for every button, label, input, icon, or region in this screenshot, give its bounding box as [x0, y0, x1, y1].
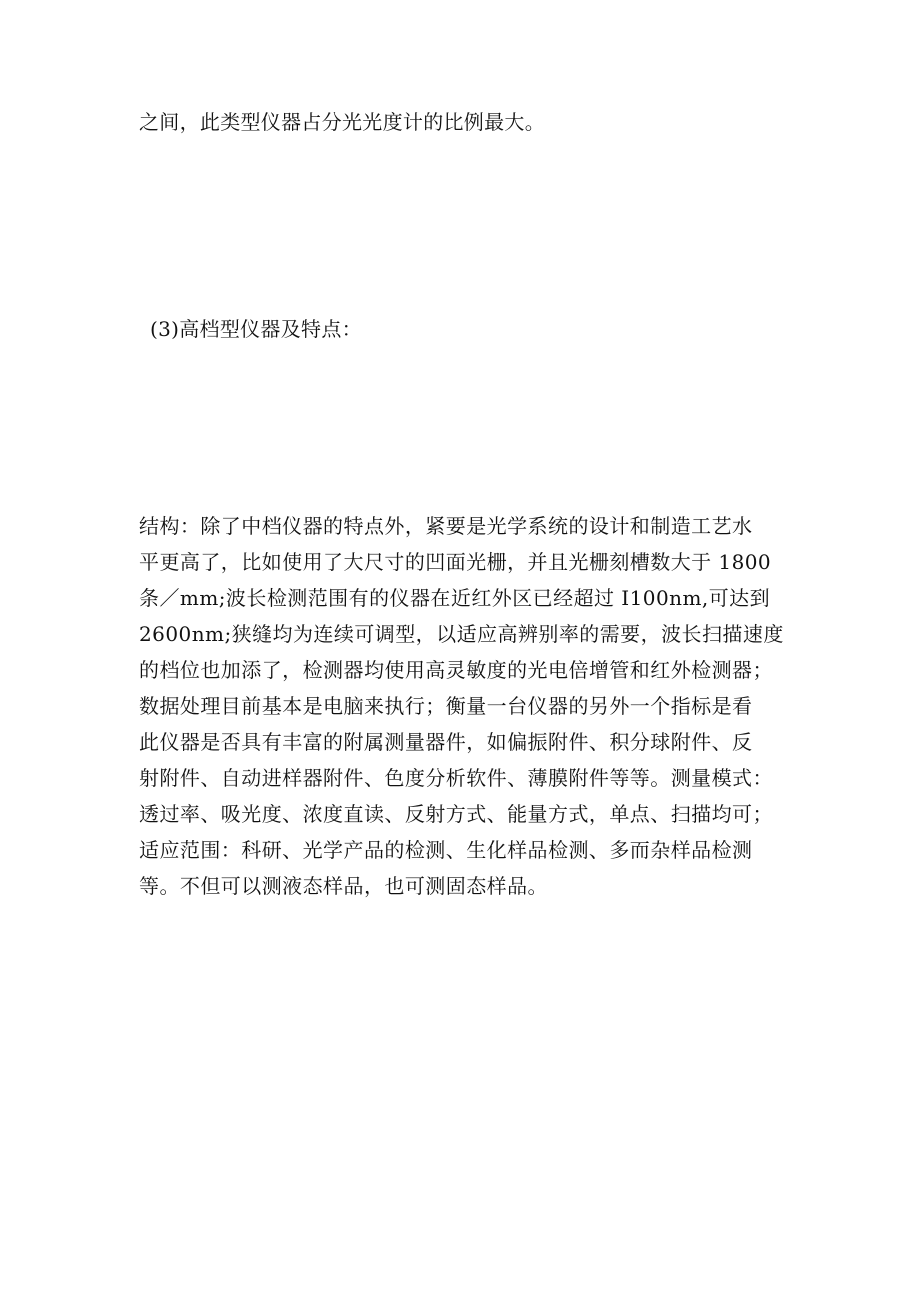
body-line: 平更高了，比如使用了大尺寸的凹面光栅，并且光栅刻槽数大于 1800 — [139, 550, 772, 574]
body-line: 数据处理目前基本是电脑来执行；衡量一台仪器的另外一个指标是看 — [139, 694, 753, 718]
section-heading: (3)高档型仪器及特点： — [150, 317, 362, 341]
body-line: 适应范围：科研、光学产品的检测、生化样品检测、多而杂样品检测 — [139, 838, 753, 862]
body-line: 结构：除了中档仪器的特点外，紧要是光学系统的设计和制造工艺水 — [139, 514, 753, 538]
body-line: 等。不但可以测液态样品，也可测固态样品。 — [139, 874, 548, 898]
body-line: 2600nm;狭缝均为连续可调型，以适应高辨别率的需要，波长扫描速度 — [139, 622, 784, 646]
body-line: 此仪器是否具有丰富的附属测量器件，如偏振附件、积分球附件、反 — [139, 730, 753, 754]
body-line: 的档位也加添了，检测器均使用高灵敏度的光电倍增管和红外检测器； — [139, 658, 773, 682]
body-line: 射附件、自动进样器附件、色度分析软件、薄膜附件等等。测量模式： — [139, 766, 773, 790]
body-line: 条／mm;波长检测范围有的仪器在近红外区已经超过 I100nm,可达到 — [139, 586, 771, 610]
body-line: 透过率、吸光度、浓度直读、反射方式、能量方式，单点、扫描均可； — [139, 802, 773, 826]
intro-line: 之间，此类型仪器占分光光度计的比例最大。 — [139, 110, 545, 134]
